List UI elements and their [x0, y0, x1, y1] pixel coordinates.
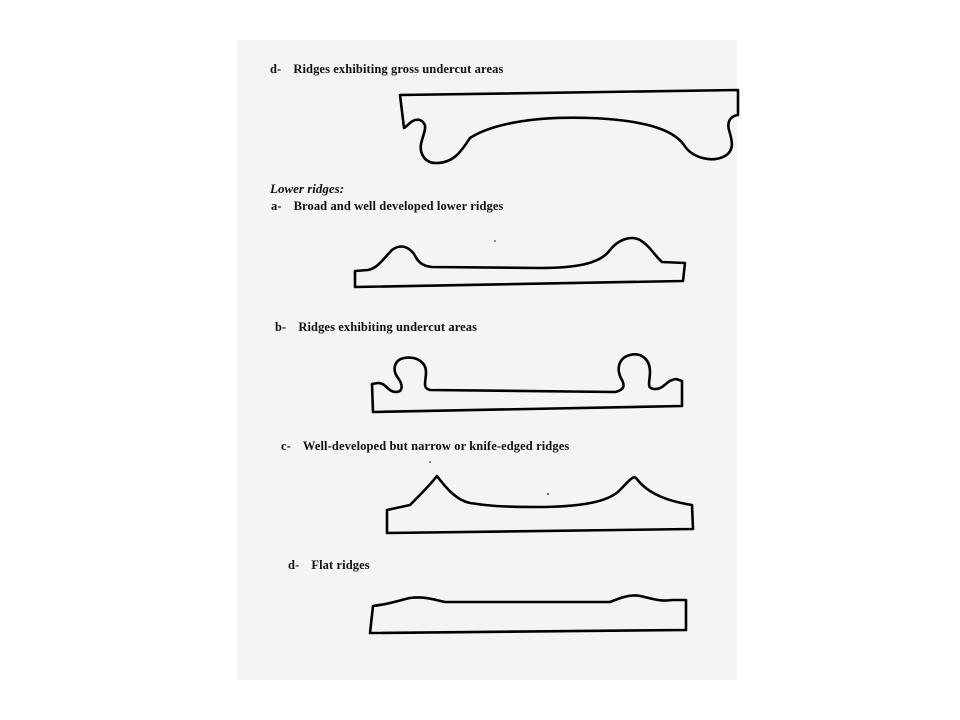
caption-prefix: d- [288, 558, 300, 572]
caption-upper-d [270, 62, 503, 77]
caption-text: Ridges exhibiting gross undercut areas [293, 62, 504, 76]
caption-text: Ridges exhibiting undercut areas [298, 320, 478, 334]
caption-prefix: b- [275, 320, 287, 334]
caption-prefix: d- [270, 62, 282, 76]
scanned-page [237, 40, 737, 680]
caption-lower-d [288, 558, 370, 573]
caption-text: Flat ridges [311, 558, 370, 572]
caption-lower-a [271, 199, 503, 214]
caption-prefix: a- [271, 199, 282, 213]
caption-prefix: c- [281, 439, 291, 453]
caption-lower-b [275, 320, 477, 335]
caption-text: Well-developed but narrow or knife-edged ridges [302, 439, 570, 453]
caption-lower-c [281, 439, 569, 454]
lower-ridges-heading: Lower ridges: [270, 181, 345, 196]
caption-text: Broad and well developed lower ridges [293, 199, 504, 213]
